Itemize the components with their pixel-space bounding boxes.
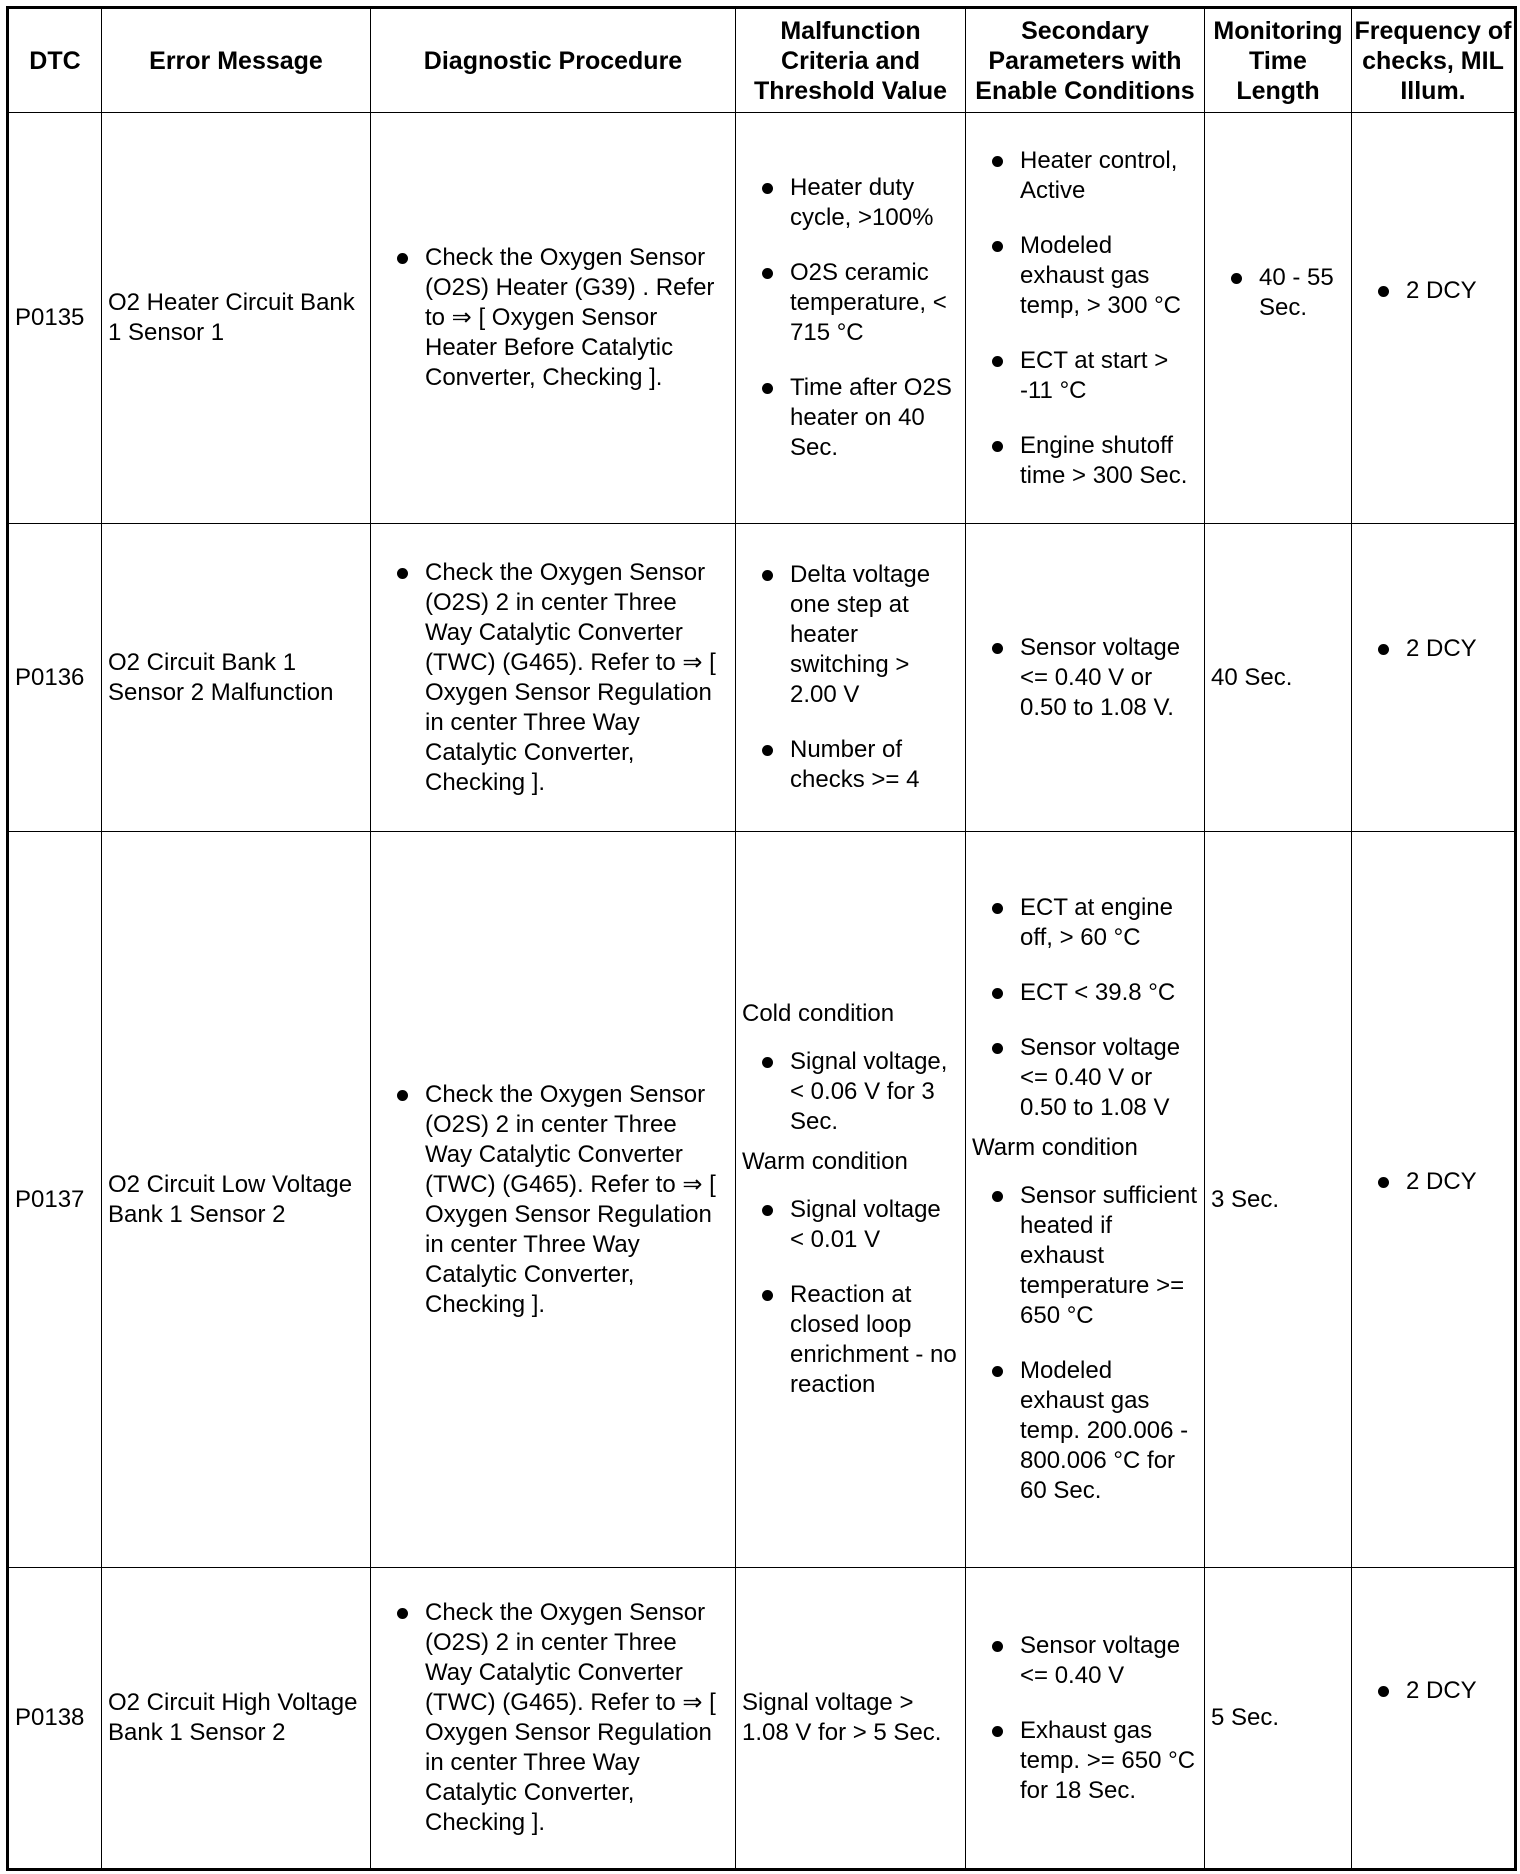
list-item: 2 DCY xyxy=(1358,276,1508,306)
warm-condition-label: Warm condition xyxy=(972,1134,1138,1161)
error-message: O2 Circuit Bank 1 Sensor 2 Malfunction xyxy=(102,524,371,832)
header-malfunction-criteria: Malfunction Criteria and Threshold Value xyxy=(736,8,966,113)
list-item: Sensor voltage <= 0.40 V xyxy=(972,1631,1198,1691)
malfunction-criteria xyxy=(736,113,966,524)
error-message: O2 Circuit High Voltage Bank 1 Sensor 2 xyxy=(102,1568,371,1870)
list-item: Heater control, Active xyxy=(972,146,1198,206)
list-item: Sensor voltage <= 0.40 V or 0.50 to 1.08 V. xyxy=(972,633,1198,723)
list-item: Check the Oxygen Sensor (O2S) 2 in center Three Way Catalytic Converter (TWC) (G465). Refer to ⇒ [ Oxygen Sensor Regulation in center Three Way Catalytic Converter, Checking ]. xyxy=(377,1080,729,1320)
list-item: Time after O2S heater on 40 Sec. xyxy=(742,373,959,463)
table-row xyxy=(8,524,1516,832)
header-frequency: Frequency of checks, MIL Illum. xyxy=(1352,8,1516,113)
list-item: Delta voltage one step at heater switching > 2.00 V xyxy=(742,560,959,710)
header-diagnostic-procedure: Diagnostic Procedure xyxy=(371,8,736,113)
dtc-code: P0138 xyxy=(8,1568,102,1870)
table-row xyxy=(8,1568,1516,1870)
secondary-parameters xyxy=(966,1568,1205,1870)
malfunction-criteria xyxy=(736,524,966,832)
diagnostic-procedure xyxy=(371,113,736,524)
list-item: Sensor voltage <= 0.40 V or 0.50 to 1.08 V xyxy=(972,1033,1198,1123)
table-row xyxy=(8,832,1516,1568)
header-monitoring-time: Monitoring Time Length xyxy=(1205,8,1352,113)
list-item: ECT at engine off, > 60 °C xyxy=(972,893,1198,953)
warm-condition-label: Warm condition xyxy=(742,1148,908,1175)
malfunction-text: Signal voltage > 1.08 V for > 5 Sec. xyxy=(742,1689,942,1746)
secondary-parameters xyxy=(966,524,1205,832)
monitoring-time: 3 Sec. xyxy=(1205,832,1352,1568)
list-item: Signal voltage < 0.01 V xyxy=(742,1195,959,1255)
list-item: Number of checks >= 4 xyxy=(742,735,959,795)
list-item: 2 DCY xyxy=(1358,634,1508,664)
list-item: 40 - 55 Sec. xyxy=(1211,263,1345,323)
diagnostic-procedure xyxy=(371,832,736,1568)
error-message: O2 Heater Circuit Bank 1 Sensor 1 xyxy=(102,113,371,524)
list-item: Check the Oxygen Sensor (O2S) Heater (G39) . Refer to ⇒ [ Oxygen Sensor Heater Before Catalytic Converter, Checking ]. xyxy=(377,243,729,393)
list-item: Sensor sufficient heated if exhaust temperature >= 650 °C xyxy=(972,1181,1198,1331)
header-row xyxy=(8,8,1516,113)
list-item: Check the Oxygen Sensor (O2S) 2 in center Three Way Catalytic Converter (TWC) (G465). Refer to ⇒ [ Oxygen Sensor Regulation in center Three Way Catalytic Converter, Checking ]. xyxy=(377,1598,729,1838)
cold-condition-label: Cold condition xyxy=(742,1000,895,1027)
frequency xyxy=(1352,832,1516,1568)
list-item: O2S ceramic temperature, < 715 °C xyxy=(742,258,959,348)
header-dtc: DTC xyxy=(8,8,102,113)
list-item: Modeled exhaust gas temp. 200.006 - 800.006 °C for 60 Sec. xyxy=(972,1356,1198,1506)
secondary-parameters xyxy=(966,113,1205,524)
list-item: 2 DCY xyxy=(1358,1167,1508,1197)
header-error-message: Error Message xyxy=(102,8,371,113)
dtc-code: P0137 xyxy=(8,832,102,1568)
list-item: Reaction at closed loop enrichment - no reaction xyxy=(742,1280,959,1400)
frequency xyxy=(1352,113,1516,524)
list-item: 2 DCY xyxy=(1358,1676,1508,1706)
frequency xyxy=(1352,1568,1516,1870)
diagnostic-procedure xyxy=(371,524,736,832)
header-secondary-parameters: Secondary Parameters with Enable Conditions xyxy=(966,8,1205,113)
error-message: O2 Circuit Low Voltage Bank 1 Sensor 2 xyxy=(102,832,371,1568)
diagnostic-procedure xyxy=(371,1568,736,1870)
list-item: Modeled exhaust gas temp, > 300 °C xyxy=(972,231,1198,321)
list-item: Signal voltage, < 0.06 V for 3 Sec. xyxy=(742,1047,959,1137)
dtc-code: P0135 xyxy=(8,113,102,524)
list-item: Exhaust gas temp. >= 650 °C for 18 Sec. xyxy=(972,1716,1198,1806)
table-row xyxy=(8,113,1516,524)
list-item: Engine shutoff time > 300 Sec. xyxy=(972,431,1198,491)
list-item: Check the Oxygen Sensor (O2S) 2 in center Three Way Catalytic Converter (TWC) (G465). Refer to ⇒ [ Oxygen Sensor Regulation in center Three Way Catalytic Converter, Checking ]. xyxy=(377,558,729,798)
secondary-parameters xyxy=(966,832,1205,1568)
malfunction-criteria xyxy=(736,832,966,1568)
dtc-table xyxy=(6,6,1517,1871)
dtc-code: P0136 xyxy=(8,524,102,832)
list-item: Heater duty cycle, >100% xyxy=(742,173,959,233)
frequency xyxy=(1352,524,1516,832)
monitoring-time: 5 Sec. xyxy=(1205,1568,1352,1870)
monitoring-time xyxy=(1205,113,1352,524)
list-item: ECT at start > -11 °C xyxy=(972,346,1198,406)
list-item: ECT < 39.8 °C xyxy=(972,978,1198,1008)
malfunction-criteria xyxy=(736,1568,966,1870)
monitoring-time: 40 Sec. xyxy=(1205,524,1352,832)
